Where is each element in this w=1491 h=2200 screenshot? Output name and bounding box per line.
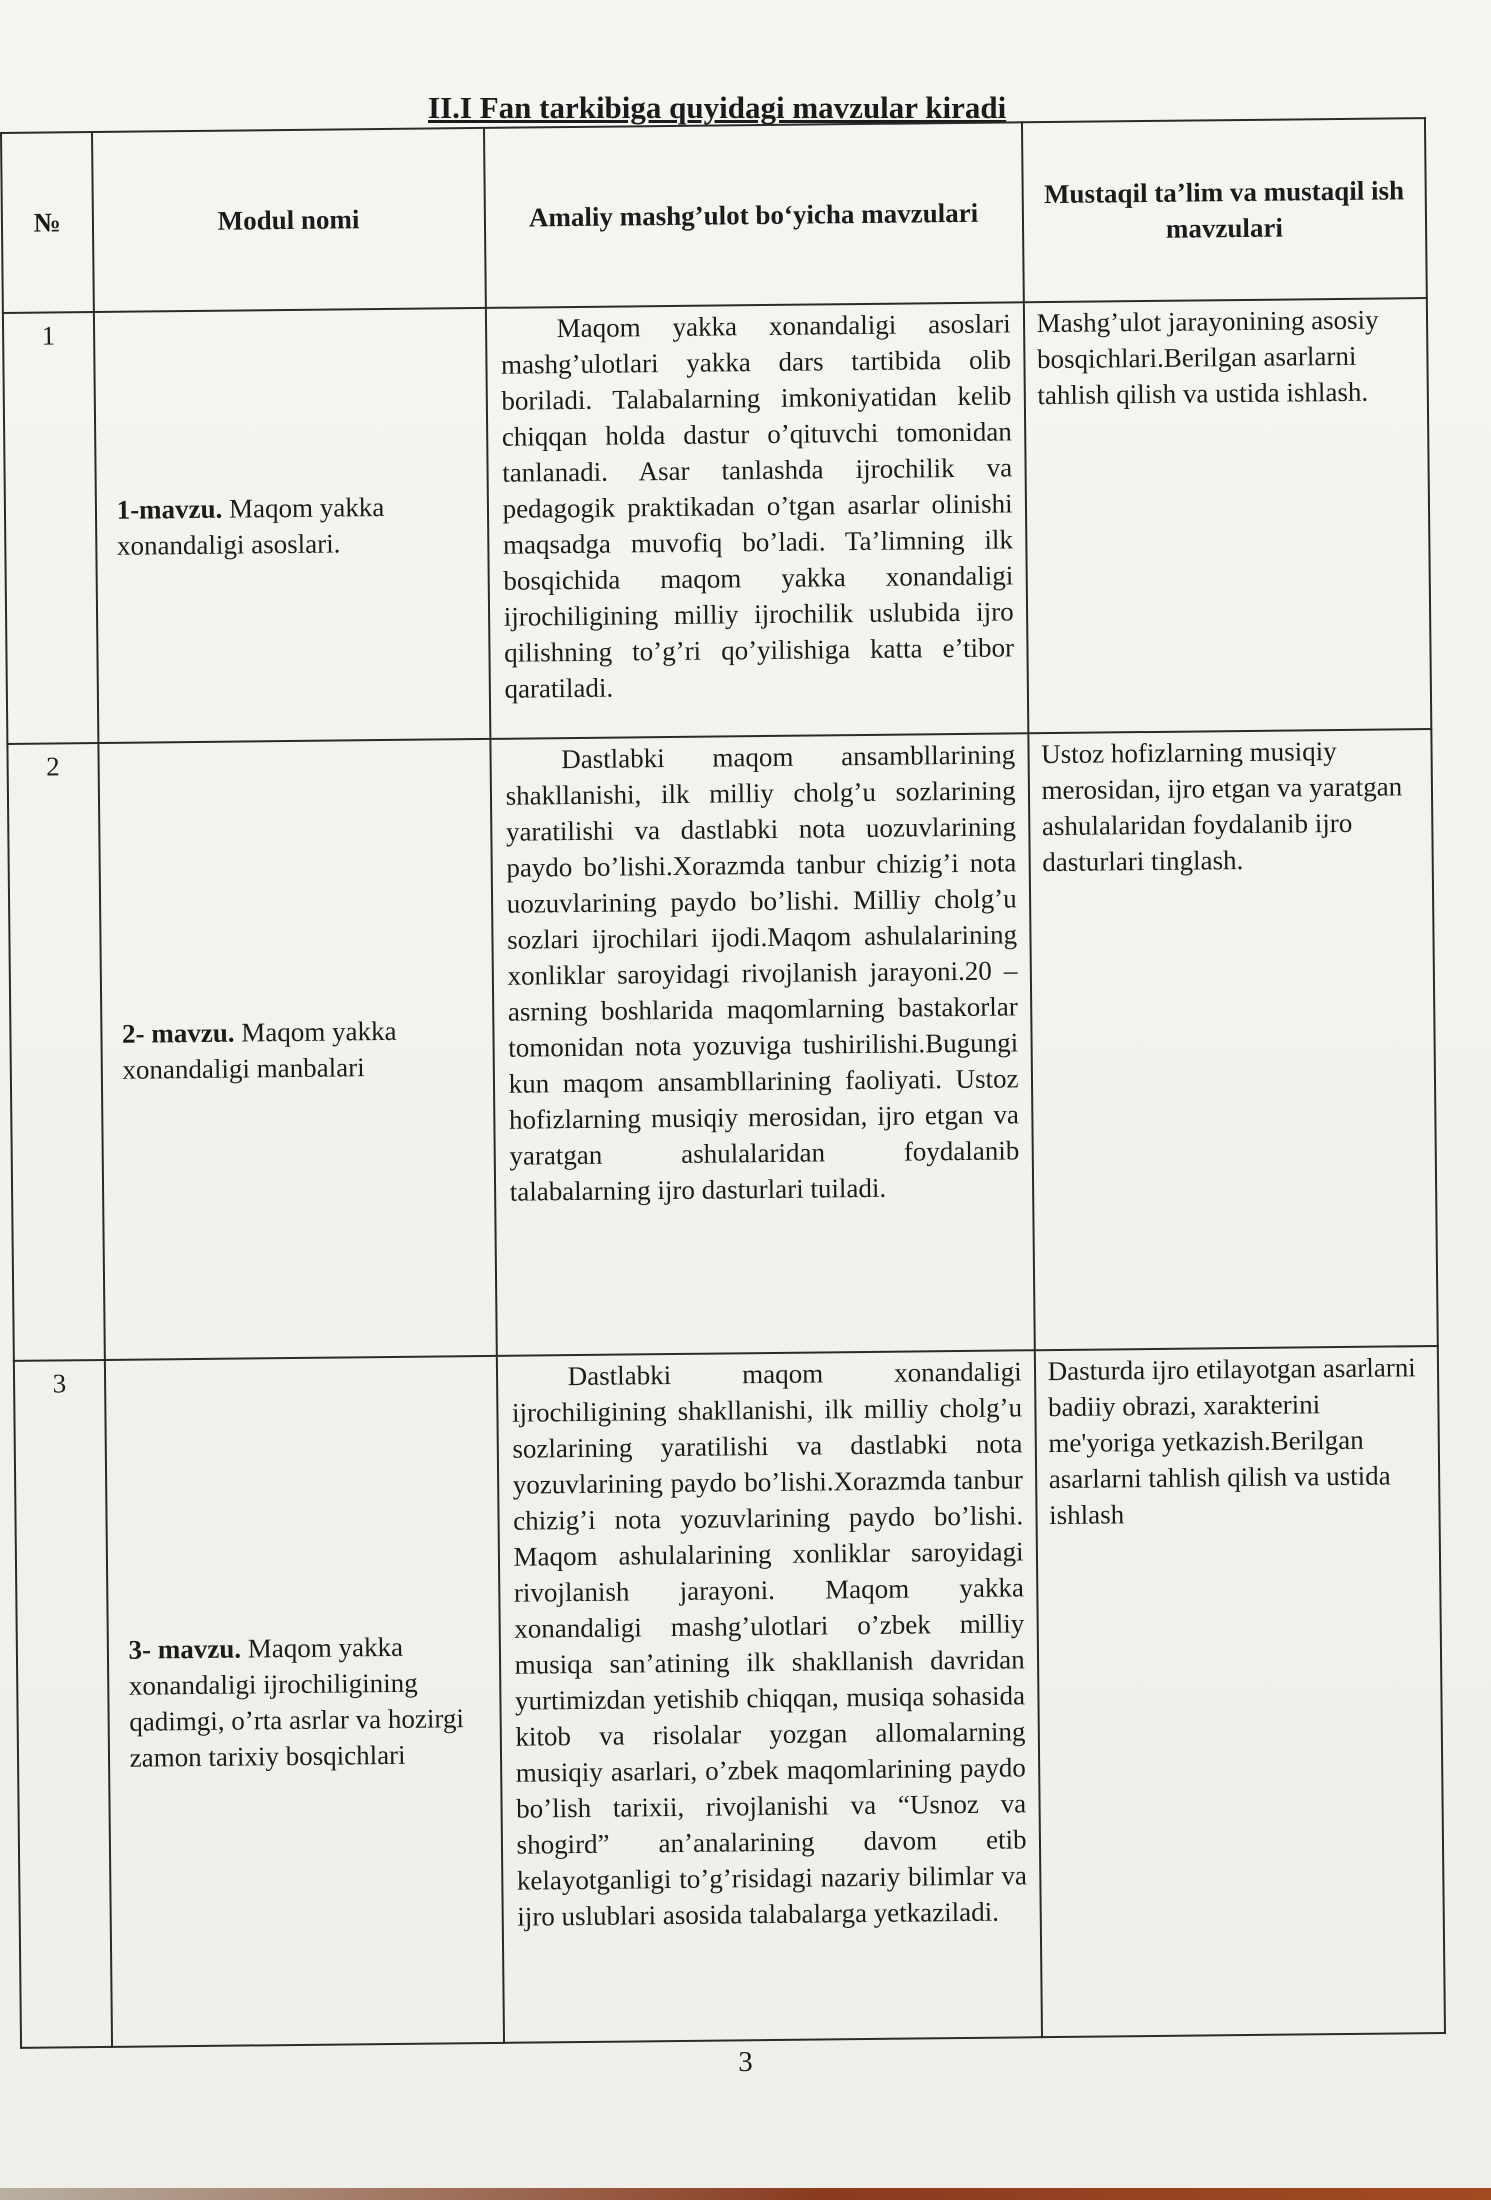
topic-label: 3- mavzu. — [128, 1633, 242, 1665]
row-number: 3 — [14, 1360, 112, 2048]
module-cell — [105, 1356, 504, 2047]
independent-cell: Dasturda ijro etilayotgan asarlarni badiiy obrazi, xarakterini me'yoriga yetkazish.Berilgan asarlarni tahlish qilish va ustida ishlash — [1034, 1346, 1445, 2037]
header-module-name: Modul nomi — [92, 128, 486, 312]
table-row — [7, 729, 1437, 1361]
practical-text: Maqom yakka xonandaligi asoslari mashg’ulotlari yakka dars tartibida olib boriladi. Talabalarning imkoniyatidan kelib chiqqan holda dastur o’qituvchi tomonidan tanlanadi. Asar tanlashda ijrochilik va pedagogik praktikadan o’tgan asarlar olinishi maqsadga muvofiq bo’ladi. Ta’limning ilk bosqichida maqom yakka xonandaligi ijrochiligining milliy ijrochilik uslubida ijro qilishning to’g’ri qo’yilishiga katta e’tibor qaratiladi. — [500, 308, 1015, 704]
page-title: II.I Fan tarkibiga quyidagi mavzular kiradi — [428, 90, 1007, 125]
page-number: 3 — [738, 2046, 753, 2078]
independent-cell: Mashg’ulot jarayonining asosiy bosqichlari.Berilgan asarlarni tahlish qilish va ustida ishlash. — [1023, 298, 1431, 733]
module-title: Maqom yakka xonandaligi asoslari. — [116, 491, 385, 561]
module-cell — [94, 308, 490, 743]
row-number: 1 — [3, 312, 98, 744]
practical-text: Dastlabki maqom ansambllarining shakllanishi, ilk milliy cholg’u sozlarining yaratilishi va dastlabki nota uozuvlarining paydo bo’lishi.Xorazmda tanbur chizig’i nota uozuvlarining paydo bo’lishi. Milliy cholg’u sozlari ijrochilari ijodi.Maqom ashulalarining xonliklar saroyidagi rivojlanish jarayoni.20 – asrning boshlarida maqomlarning bastakorlar tomonidan nota yozuviga tushirilishi.Bugungi kun maqom ansambllarining faoliyati. Ustoz hofizlarning musiqiy merosidan, ijro etgan va yaratgan ashulalaridan foydalanib talabalarning ijro dasturlari tuiladi. — [505, 739, 1020, 1207]
practical-cell — [490, 733, 1034, 1356]
table-header-row — [1, 118, 1427, 313]
header-practical-topics: Amaliy mashg’ulot bo‘yicha mavzulari — [484, 122, 1024, 308]
row-number: 2 — [7, 743, 104, 1361]
module-cell — [98, 739, 496, 1360]
independent-cell: Ustoz hofizlarning musiqiy merosidan, ijro etgan va yaratgan ashulalaridan foydalanib ijro dasturlari tinglash. — [1028, 729, 1438, 1350]
practical-text: Dastlabki maqom xonandaligi ijrochiligining shakllanishi, ilk milliy cholg’u sozlarining yaratilishi va dastlabki nota yozuvlarining paydo bo’lishi.Xorazmda tanbur chizig’i nota yozuvlarining paydo bo’lishi. Maqom ashulalarining xonliklar saroyidagi rivojlanish jarayoni. Maqom yakka xonandaligi mashg’ulotlari o’zbek milliy musiqa san’atining ilk shakllanish davridan yurtimizdan yetishib chiqqan, musiqa sohasida kitob va risolalar yozgan allomalarning musiqiy asarlari, o’zbek maqomlarining paydo bo’lish tarixii, rivojlanishi va “Usnoz va shogird” an’analarining davom etib kelayotganligi to’g’risidagi nazariy bilimlar va ijro uslublari asosida talabalarga yetkaziladi. — [511, 1356, 1028, 1932]
header-number: № — [1, 132, 94, 313]
practical-cell — [496, 1350, 1041, 2043]
practical-cell — [485, 302, 1027, 739]
scan-bottom-edge — [0, 2188, 1491, 2200]
topic-label: 1-mavzu. — [116, 493, 223, 525]
topics-table — [0, 117, 1446, 2049]
header-independent-topics: Mustaqil ta’lim va mustaqil ish mavzulari — [1022, 118, 1427, 302]
module-title: Maqom yakka xonandaligi manbalari — [122, 1015, 397, 1085]
module-title: Maqom yakka xonandaligi ijrochiligining qadimgi, o’rta asrlar va hozirgi zamon tarixiy bosqichlari — [128, 1631, 465, 1773]
table-row — [3, 298, 1431, 744]
table-row — [14, 1346, 1445, 2048]
topic-label: 2- mavzu. — [121, 1017, 235, 1049]
